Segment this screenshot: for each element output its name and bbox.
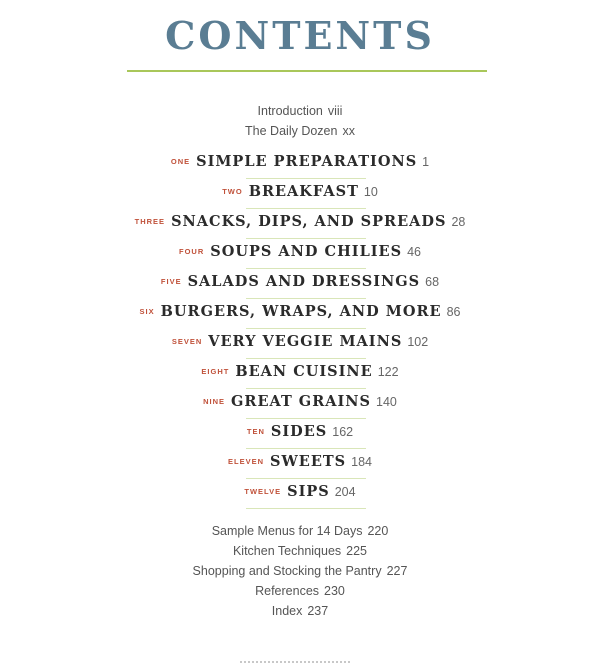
chapter-title: SNACKS, DIPS, AND SPREADS bbox=[171, 213, 447, 230]
chapter-number: TWO bbox=[222, 187, 243, 196]
chapter-entry-6[interactable] bbox=[0, 298, 600, 328]
toc-entry-sample-menus[interactable] bbox=[0, 521, 600, 541]
chapter-page: 140 bbox=[376, 395, 397, 409]
chapter-title: GREAT GRAINS bbox=[231, 393, 372, 410]
chapter-number: TWELVE bbox=[244, 487, 282, 496]
chapter-list bbox=[0, 148, 600, 508]
toc-entry-page: viii bbox=[327, 104, 343, 118]
toc-entry-page: 237 bbox=[307, 604, 329, 618]
toc-entry-index[interactable] bbox=[0, 601, 600, 621]
chapter-title: SIPS bbox=[287, 483, 330, 500]
toc-entry-label: Index bbox=[271, 604, 303, 618]
toc-entry-label: Kitchen Techniques bbox=[232, 544, 342, 558]
chapter-page: 46 bbox=[407, 245, 421, 259]
chapter-entry-8[interactable] bbox=[0, 358, 600, 388]
front-matter-list bbox=[0, 101, 600, 141]
chapter-title: VERY VEGGIE MAINS bbox=[208, 333, 403, 350]
chapter-title: SWEETS bbox=[270, 453, 347, 470]
chapter-entry-4[interactable] bbox=[0, 238, 600, 268]
toc-entry-label: References bbox=[255, 584, 320, 598]
chapter-page: 162 bbox=[332, 425, 354, 439]
toc-entry-page: xx bbox=[342, 124, 355, 138]
page-title: CONTENTS bbox=[165, 13, 435, 58]
toc-entry-references[interactable] bbox=[0, 581, 600, 601]
chapter-title: SIMPLE PREPARATIONS bbox=[196, 153, 418, 170]
toc-entry-page: 227 bbox=[386, 564, 408, 578]
toc-entry-introduction[interactable] bbox=[0, 101, 600, 121]
toc-entry-label: The Daily Dozen bbox=[245, 124, 338, 138]
chapter-number: EIGHT bbox=[201, 367, 230, 376]
chapter-entry-5[interactable] bbox=[0, 268, 600, 298]
chapter-number: ONE bbox=[170, 157, 191, 166]
chapter-entry-10[interactable] bbox=[0, 418, 600, 448]
chapter-number: SIX bbox=[139, 307, 155, 316]
chapter-title: BREAKFAST bbox=[248, 183, 359, 200]
chapter-title: SIDES bbox=[270, 423, 328, 440]
page-bottom-fragment bbox=[240, 661, 350, 667]
chapter-page: 28 bbox=[451, 215, 466, 229]
chapter-page: 1 bbox=[422, 155, 430, 169]
chapter-number: THREE bbox=[134, 217, 166, 226]
chapter-divider bbox=[246, 508, 366, 509]
chapter-page: 102 bbox=[407, 335, 429, 349]
chapter-page: 86 bbox=[446, 305, 461, 319]
chapter-page: 184 bbox=[351, 455, 372, 469]
chapter-page: 68 bbox=[425, 275, 440, 289]
chapter-page: 122 bbox=[377, 365, 399, 379]
chapter-entry-1[interactable] bbox=[0, 148, 600, 178]
toc-entry-label: Shopping and Stocking the Pantry bbox=[192, 564, 382, 578]
chapter-number: NINE bbox=[203, 397, 226, 406]
chapter-number: ELEVEN bbox=[228, 457, 265, 466]
chapter-entry-2[interactable] bbox=[0, 178, 600, 208]
chapter-entry-7[interactable] bbox=[0, 328, 600, 358]
chapter-page: 204 bbox=[334, 485, 356, 499]
toc-entry-shopping-pantry[interactable] bbox=[0, 561, 600, 581]
chapter-number: SEVEN bbox=[171, 337, 203, 346]
chapter-title: SOUPS AND CHILIES bbox=[210, 243, 403, 260]
chapter-entry-3[interactable] bbox=[0, 208, 600, 238]
toc-entry-label: Sample Menus for 14 Days bbox=[211, 524, 363, 538]
toc-entry-page: 220 bbox=[367, 524, 389, 538]
chapter-number: FIVE bbox=[160, 277, 182, 286]
chapter-entry-11[interactable] bbox=[0, 448, 600, 478]
toc-entry-page: 230 bbox=[324, 584, 345, 598]
chapter-entry-9[interactable] bbox=[0, 388, 600, 418]
chapter-entry-12[interactable] bbox=[0, 478, 600, 508]
title-divider bbox=[127, 70, 487, 72]
toc-entry-label: Introduction bbox=[257, 104, 323, 118]
toc-entry-kitchen-techniques[interactable] bbox=[0, 541, 600, 561]
toc-entry-page: 225 bbox=[346, 544, 368, 558]
chapter-title: BEAN CUISINE bbox=[235, 363, 373, 380]
chapter-number: FOUR bbox=[179, 247, 205, 256]
back-matter-list bbox=[0, 521, 600, 621]
chapter-title: SALADS AND DRESSINGS bbox=[187, 273, 421, 290]
chapter-title: BURGERS, WRAPS, AND MORE bbox=[160, 303, 442, 320]
toc-entry-daily-dozen[interactable] bbox=[0, 121, 600, 141]
chapter-page: 10 bbox=[363, 185, 378, 199]
chapter-number: TEN bbox=[246, 427, 265, 436]
